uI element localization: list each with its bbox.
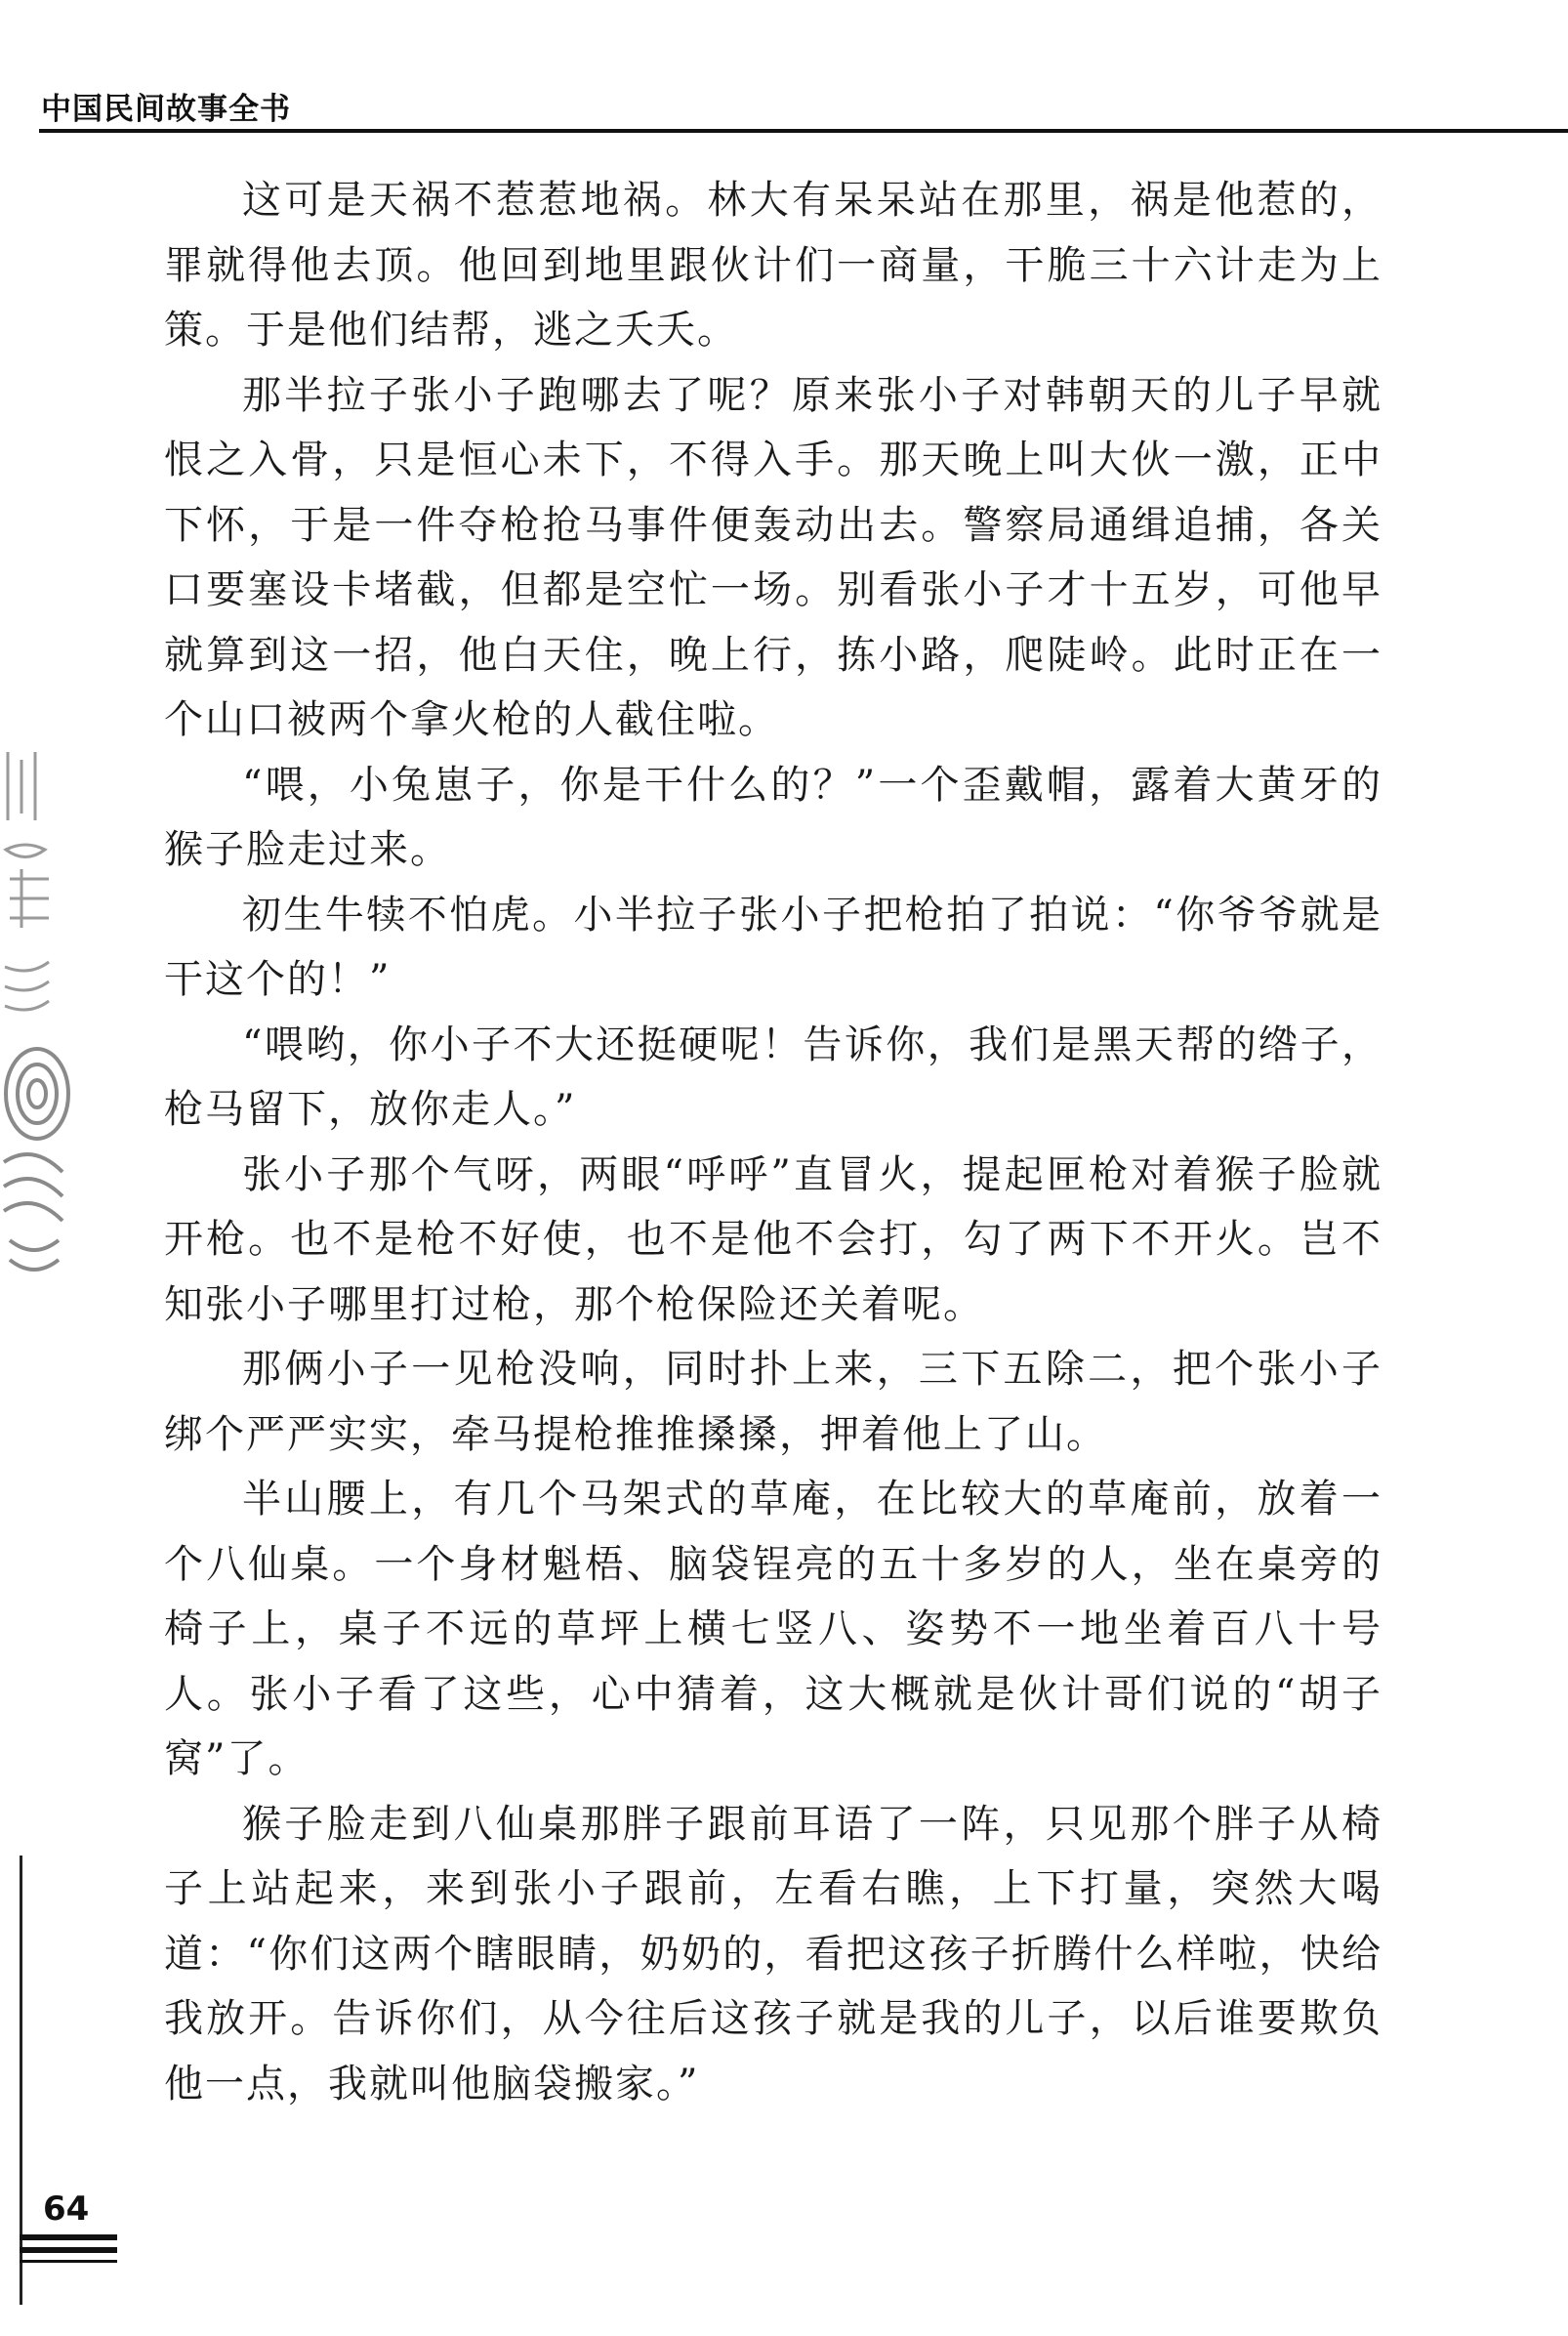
header-rule — [39, 129, 1568, 133]
footer-bars — [20, 2234, 117, 2270]
paragraph: 初生牛犊不怕虎。小半拉子张小子把枪拍了拍说：“你爷爷就是干这个的！” — [164, 892, 1382, 1002]
running-header-title: 中国民间故事全书 — [41, 92, 291, 127]
paragraph: “喂，小兔崽子，你是干什么的？”一个歪戴帽，露着大黄牙的猴子脸走过来。 — [164, 762, 1382, 872]
footer-bar — [20, 2247, 117, 2253]
body-text — [164, 168, 1382, 2116]
paragraph: “喂哟，你小子不大还挺硬呢！告诉你，我们是黑天帮的绺子，枪马留下，放你走人。” — [164, 1022, 1382, 1132]
paragraph: 半山腰上，有几个马架式的草庵，在比较大的草庵前，放着一个八仙桌。一个身材魁梧、脑袋锃亮的五十多岁的人，坐在桌旁的椅子上，桌子不远的草坪上横七竖八、姿势不一地坐着百八十号人。张小子看了这些，心中猜着，这大概就是伙计哥们说的“胡子窝”了。 — [164, 1477, 1382, 1781]
paragraph: 那俩小子一见枪没响，同时扑上来，三下五除二，把个张小子绑个严严实实，牵马提枪推推搡搡，押着他上了山。 — [164, 1347, 1382, 1457]
side-ornament — [0, 742, 73, 1289]
paragraph: 这可是天祸不惹惹地祸。林大有呆呆站在那里，祸是他惹的，罪就得他去顶。他回到地里跟伙计们一商量，干脆三十六计走为上策。于是他们结帮，逃之夭夭。 — [164, 178, 1382, 353]
paragraph: 猴子脸走到八仙桌那胖子跟前耳语了一阵，只见那个胖子从椅子上站起来，来到张小子跟前，左看右瞧，上下打量，突然大喝道：“你们这两个瞎眼睛，奶奶的，看把这孩子折腾什么样啦，快给我放开。告诉你们，从今往后这孩子就是我的儿子，以后谁要欺负他一点，我就叫他脑袋搬家。” — [164, 1801, 1382, 2107]
footer-bar — [20, 2234, 117, 2240]
paragraph: 张小子那个气呀，两眼“呼呼”直冒火，提起匣枪对着猴子脸就开枪。也不是枪不好使，也不是他不会打，勾了两下不开火。岂不知张小子哪里打过枪，那个枪保险还关着呢。 — [164, 1151, 1382, 1327]
footer-bar — [20, 2260, 117, 2263]
paragraph: 那半拉子张小子跑哪去了呢？原来张小子对韩朝天的儿子早就恨之入骨，只是恒心未下，不得入手。那天晚上叫大伙一激，正中下怀，于是一件夺枪抢马事件便轰动出去。警察局通缉追捕，各关口要塞设卡堵截，但都是空忙一场。别看张小子才十五岁，可他早就算到这一招，他白天住，晚上行，拣小路，爬陡岭。此时正在一个山口被两个拿火枪的人截住啦。 — [164, 372, 1382, 742]
page-number: 64 — [43, 2190, 90, 2229]
